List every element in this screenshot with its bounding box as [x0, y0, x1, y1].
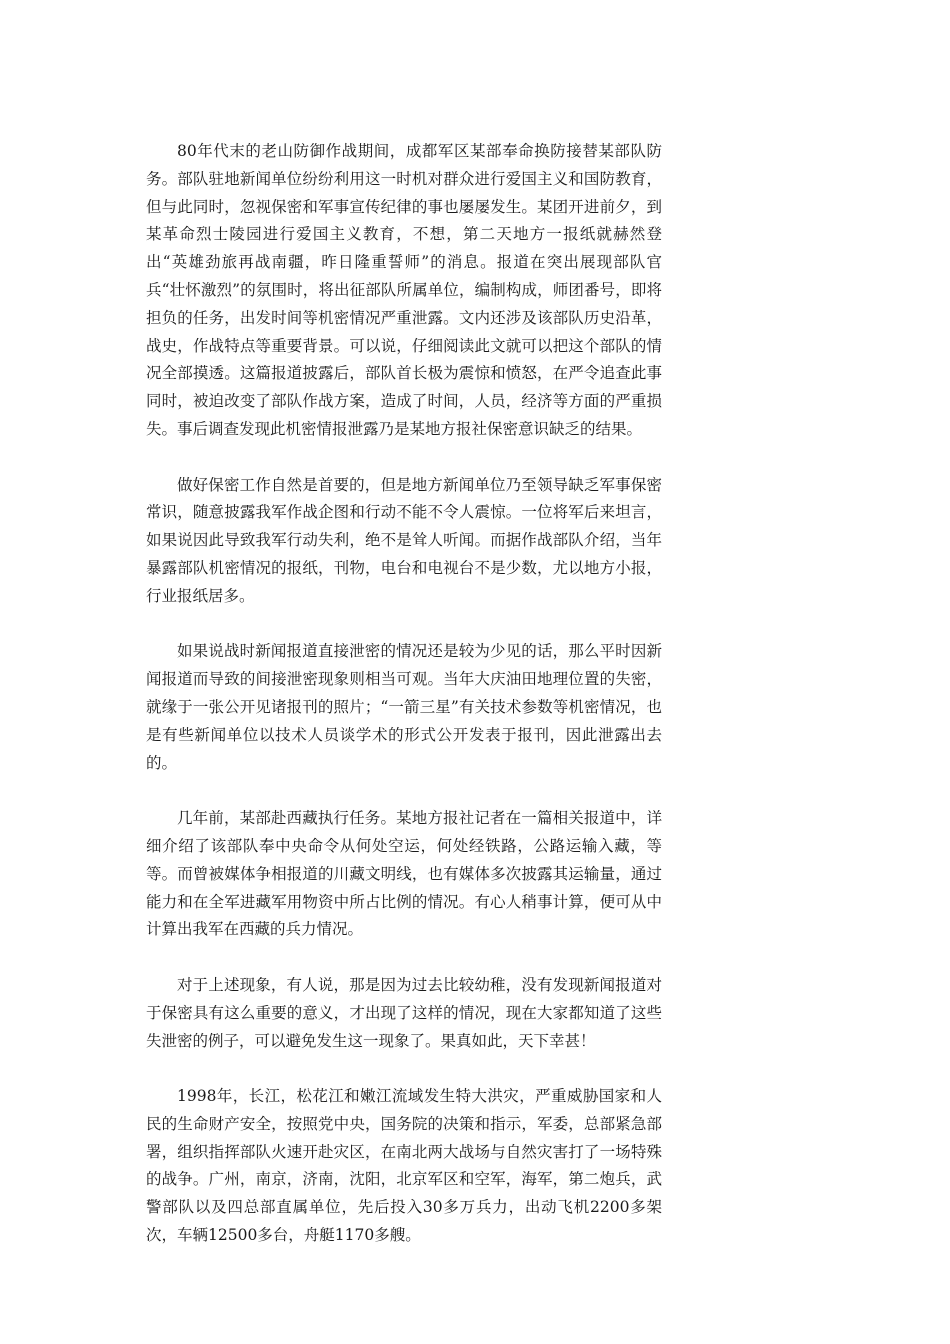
paragraph-1: 80年代末的老山防御作战期间，成都军区某部奉命换防接替某部队防务。部队驻地新闻单位纷纷利用这一时机对群众进行爱国主义和国防教育，但与此同时，忽视保密和军事宣传纪律的事也屡屡发生。某团开进前夕，到某革命烈士陵园进行爱国主义教育，不想，第二天地方一报纸就赫然登出“英雄劲旅再战南疆，昨日隆重誓师”的消息。报道在突出展现部队官兵“壮怀激烈”的氛围时，将出征部队所属单位，编制构成，师团番号，即将担负的任务，出发时间等机密情况严重泄露。文内还涉及该部队历史沿革，战史，作战特点等重要背景。可以说，仔细阅读此文就可以把这个部队的情况全部摸透。这篇报道披露后，部队首长极为震惊和愤怒，在严令追查此事同时，被迫改变了部队作战方案，造成了时间，人员，经济等方面的严重损失。事后调查发现此机密情报泄露乃是某地方报社保密意识缺乏的结果。: [146, 142, 662, 438]
paragraph-3: 如果说战时新闻报道直接泄密的情况还是较为少见的话，那么平时因新闻报道而导致的间接泄密现象则相当可观。当年大庆油田地理位置的失密，就缘于一张公开见诸报刊的照片；“一箭三星”有关技术参数等机密情况，也是有些新闻单位以技术人员谈学术的形式公开发表于报刊，因此泄露出去的。: [146, 642, 662, 772]
paragraph-4: 几年前，某部赴西藏执行任务。某地方报社记者在一篇相关报道中，详细介绍了该部队奉中央命令从何处空运，何处经铁路，公路运输入藏，等等。而曾被媒体争相报道的川藏文明线，也有媒体多次披露其运输量，通过能力和在全军进藏军用物资中所占比例的情况。有心人稍事计算，便可从中计算出我军在西藏的兵力情况。: [146, 809, 662, 939]
paragraph-2: 做好保密工作自然是首要的，但是地方新闻单位乃至领导缺乏军事保密常识，随意披露我军作战企图和行动不能不令人震惊。一位将军后来坦言，如果说因此导致我军行动失利，绝不是耸人听闻。而据作战部队介绍，当年暴露部队机密情况的报纸，刊物，电台和电视台不是少数，尤以地方小报，行业报纸居多。: [146, 475, 662, 605]
paragraph-5: 对于上述现象，有人说，那是因为过去比较幼稚，没有发现新闻报道对于保密具有这么重要的意义，才出现了这样的情况，现在大家都知道了这些失泄密的例子，可以避免发生这一现象了。果真如此，天下幸甚！: [146, 975, 662, 1050]
paragraph-6: 1998年，长江，松花江和嫩江流域发生特大洪灾，严重威胁国家和人民的生命财产安全，按照党中央，国务院的决策和指示，军委，总部紧急部署，组织指挥部队火速开赴灾区，在南北两大战场与自然灾害打了一场特殊的战争。广州，南京，济南，沈阳，北京军区和空军，海军，第二炮兵，武警部队以及四总部直属单位，先后投入30多万兵力，出动飞机2200多架次，车辆12500多台，舟艇1170多艘。: [146, 1087, 662, 1245]
document-body: [146, 138, 662, 1278]
